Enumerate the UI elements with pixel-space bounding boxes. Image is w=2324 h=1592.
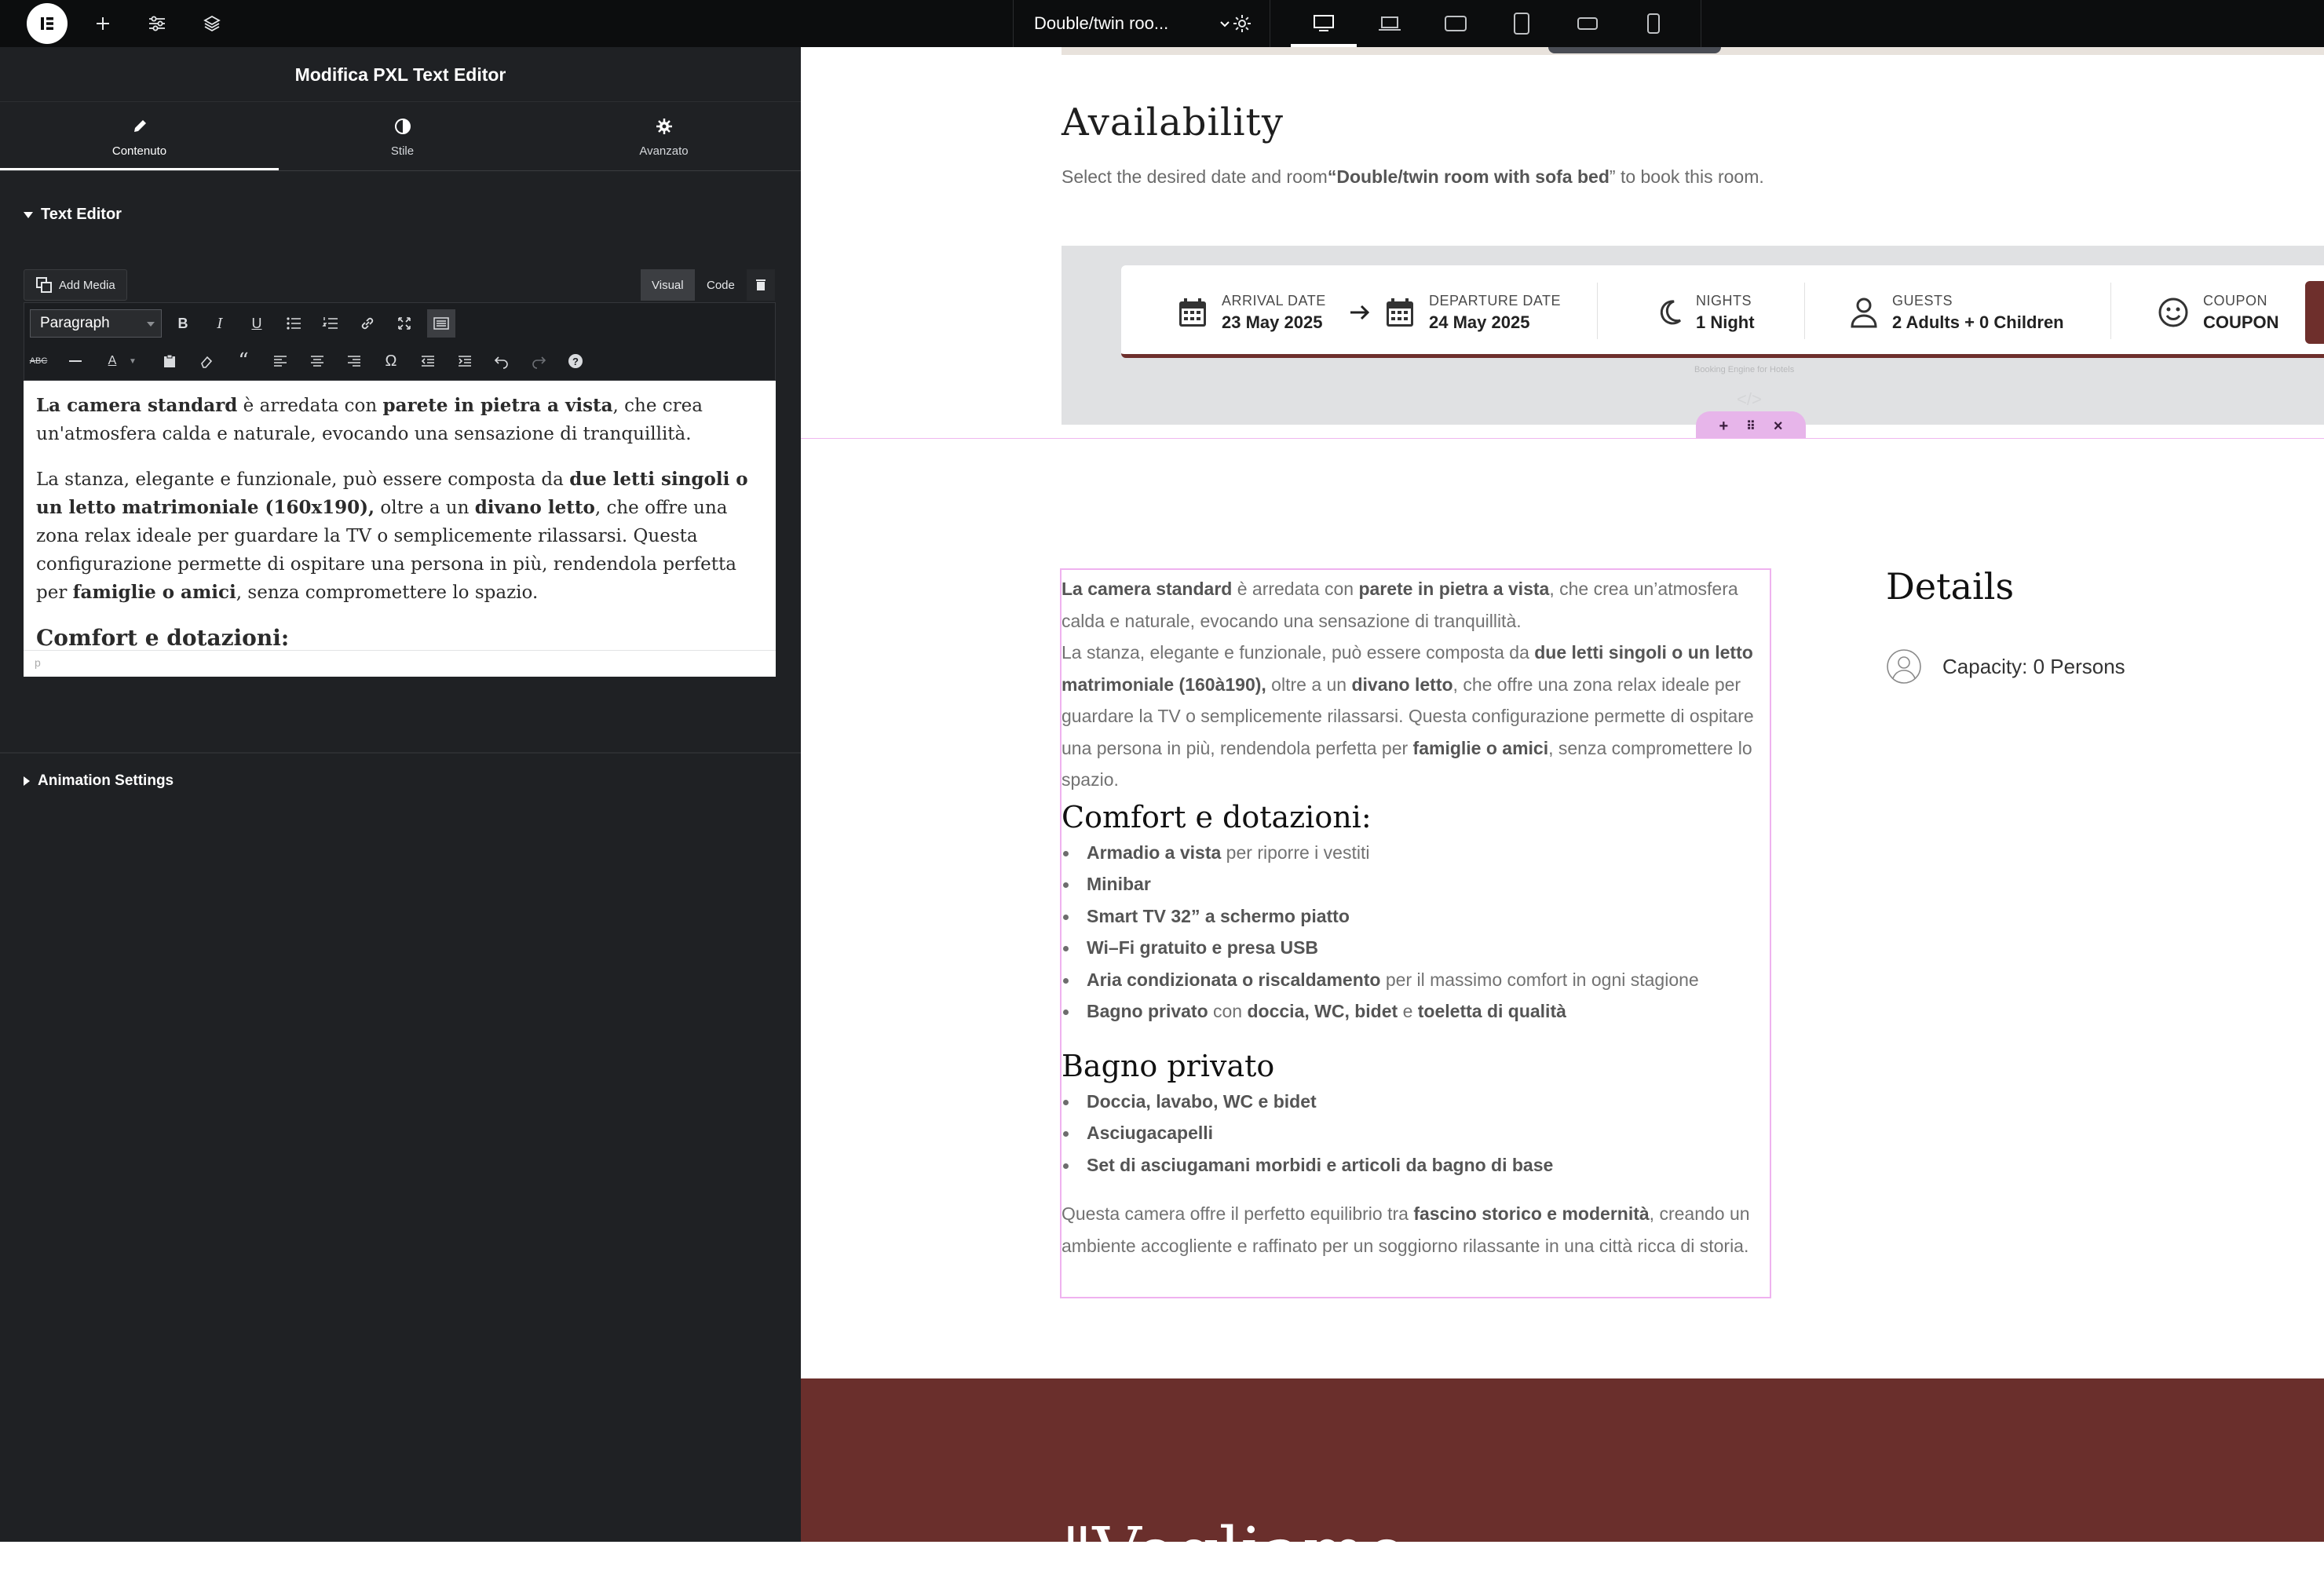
align-center-icon[interactable] <box>303 347 331 375</box>
add-media-button[interactable] <box>24 269 127 301</box>
description-paragraph: La camera standard è arredata con parete in pietra a vista, che crea un’atmosfera calda e naturale, evocando una sensazione di tranquillità. <box>1062 579 1738 631</box>
arrow-right-icon <box>1349 289 1371 336</box>
comfort-heading: Comfort e dotazioni: <box>1062 799 1372 834</box>
add-media-label: Add Media <box>59 278 115 292</box>
delete-section-icon[interactable]: × <box>1773 417 1783 435</box>
closing-paragraph: Questa camera offre il perfetto equilibrio tra fascino storico e modernità, creando un ambiente accogliente e raffinato per un soggiorno rilassante in una città ricca di storia. <box>1062 1203 1750 1256</box>
guests-field[interactable] <box>1850 289 2064 336</box>
undo-icon[interactable] <box>488 347 516 375</box>
description-paragraph: La stanza, elegante e funzionale, può essere composta da due letti singoli o un letto matrimoniale (160à190), oltre a un divano letto, che offre una zona relax ideale per guardare la TV o semplicemente rilassarsi. Questa configurazione permette di ospitare una persona in più, rendendola perfetta per famiglie o amici, senza compromettere lo spazio. <box>1062 642 1754 790</box>
bathroom-heading: Bagno privato <box>1062 1048 1275 1083</box>
sliders-icon[interactable] <box>141 8 173 39</box>
format-select[interactable] <box>30 309 162 338</box>
mobile-portrait-icon[interactable] <box>1621 0 1686 47</box>
list-item: Wi–Fi gratuito e presa USB <box>1062 932 1768 964</box>
list-item: Minibar <box>1062 868 1768 900</box>
list-item: Doccia, lavabo, WC e bidet <box>1062 1086 1768 1118</box>
text-editor-area[interactable] <box>24 381 776 677</box>
footer-quote: "Vogliamo … <box>1062 1513 1496 1592</box>
underline-icon[interactable]: U <box>251 315 262 331</box>
tab-style[interactable] <box>263 102 542 171</box>
numbered-list-icon[interactable] <box>316 309 345 338</box>
pencil-icon <box>130 116 150 137</box>
media-icon <box>35 276 53 294</box>
tab-content[interactable] <box>0 102 279 171</box>
tab-content-label: Contenuto <box>111 144 167 158</box>
guests-label: GUESTS <box>1892 292 1953 309</box>
section-text-editor-label: Text Editor <box>41 206 122 223</box>
strikethrough-icon[interactable]: ABC <box>29 356 48 366</box>
editor-panel <box>0 47 801 1542</box>
smiley-icon <box>2158 297 2189 328</box>
capacity-row <box>1886 648 2125 685</box>
plus-icon[interactable] <box>87 8 119 39</box>
fullscreen-icon[interactable] <box>390 309 418 338</box>
arrival-value: 23 May 2025 <box>1222 312 1323 332</box>
departure-value: 24 May 2025 <box>1429 312 1530 332</box>
horizontal-line-icon[interactable] <box>61 347 90 375</box>
booking-form <box>1121 265 2324 358</box>
outdent-icon[interactable] <box>414 347 442 375</box>
moon-icon <box>1658 299 1682 326</box>
code-tab[interactable]: Code <box>696 269 746 301</box>
editor-paragraph: La stanza, elegante e funzionale, può essere composta da due letti singoli o un letto matrimoniale (160x190), oltre a un divano letto, che offre una zona relax ideale per guardare la TV o semplicemente rilassarsi. Questa configurazione permette di ospitare una persona in più, rendendola perfetta per famiglie o amici, senza compromettere lo spazio. <box>36 469 748 603</box>
capacity-text: Capacity: 0 Persons <box>1942 654 2125 678</box>
italic-icon[interactable]: I <box>217 315 223 332</box>
user-icon <box>1850 297 1878 328</box>
departure-label: DEPARTURE DATE <box>1429 292 1562 309</box>
bullet-list-icon[interactable] <box>280 309 308 338</box>
half-circle-icon <box>393 116 413 137</box>
comfort-list <box>1062 837 1768 1028</box>
toolbar-toggle-icon[interactable] <box>427 309 455 338</box>
visual-tab[interactable]: Visual <box>641 269 695 301</box>
caret-right-icon <box>24 776 30 786</box>
mobile-landscape-icon[interactable] <box>1555 0 1621 47</box>
gear-icon <box>654 116 674 137</box>
user-circle-icon <box>1886 648 1922 685</box>
section-text-editor[interactable] <box>24 206 122 224</box>
list-item: Smart TV 32” a schermo piatto <box>1062 900 1768 933</box>
text-color-caret-icon[interactable]: ▼ <box>129 356 137 366</box>
tab-advanced[interactable] <box>524 102 803 171</box>
document-title-dropdown[interactable] <box>1013 0 1248 47</box>
panel-title: Modifica PXL Text Editor <box>0 47 801 102</box>
bathroom-list <box>1062 1086 1768 1181</box>
editor-paragraph: La camera standard è arredata con parete in pietra a vista, che crea un'atmosfera calda e naturale, evocando una sensazione di tranquillità. <box>36 395 703 444</box>
laptop-icon[interactable] <box>1357 0 1423 47</box>
nights-value: 1 Night <box>1696 312 1755 332</box>
details-title: Details <box>1886 565 2015 608</box>
top-bar <box>0 0 2324 47</box>
list-item: Asciugacapelli <box>1062 1117 1768 1149</box>
availability-description: Select the desired date and room“Double/twin room with sofa bed” to book this room. <box>1062 166 1764 187</box>
drag-handle-icon[interactable]: ⠿ <box>1746 420 1756 433</box>
editor-toolbar <box>24 302 776 381</box>
widget-caption: Booking Engine for Hotels <box>1694 365 1795 374</box>
coupon-value: COUPON <box>2203 312 2279 332</box>
list-item: Armadio a vista per riporre i vestiti <box>1062 837 1768 869</box>
align-right-icon[interactable] <box>340 347 368 375</box>
help-glyph: ? <box>568 354 583 368</box>
align-left-icon[interactable] <box>266 347 294 375</box>
desktop-icon[interactable] <box>1291 0 1357 47</box>
room-description <box>1062 573 1768 1262</box>
nights-field[interactable] <box>1658 289 1755 336</box>
nights-label: NIGHTS <box>1696 292 1752 309</box>
link-icon[interactable] <box>353 309 382 338</box>
indent-icon[interactable] <box>451 347 479 375</box>
quote-section <box>801 1378 2324 1542</box>
document-title: Double/twin roo... <box>1034 13 1169 33</box>
tablet-landscape-icon[interactable] <box>1423 0 1489 47</box>
room-image <box>1062 47 2324 55</box>
list-item: Set di asciugamani morbidi e articoli da bagno di base <box>1062 1149 1768 1181</box>
caret-icon <box>147 322 155 327</box>
caret-down-icon <box>24 212 33 218</box>
special-character-icon[interactable]: Ω <box>385 352 397 370</box>
departure-date-field[interactable] <box>1385 289 1561 336</box>
tab-style-label: Stile <box>390 144 415 158</box>
coupon-field[interactable] <box>2158 289 2279 336</box>
code-icon: </> <box>1737 389 1762 409</box>
elementor-logo-icon[interactable] <box>27 3 68 44</box>
bold-icon[interactable]: B <box>177 315 188 331</box>
text-color-icon[interactable]: A <box>108 354 117 367</box>
tab-advanced-label: Avanzato <box>639 144 689 158</box>
availability-title: Availability <box>1062 100 1284 144</box>
coupon-label: COUPON <box>2203 292 2268 309</box>
paste-text-icon[interactable] <box>155 347 184 375</box>
element-path: p <box>24 650 776 677</box>
calendar-icon <box>1178 297 1208 328</box>
redo-icon[interactable] <box>524 347 553 375</box>
clear-formatting-icon[interactable] <box>192 347 221 375</box>
trash-icon[interactable] <box>747 269 775 301</box>
format-select-value: Paragraph <box>40 315 110 331</box>
section-animation-settings[interactable] <box>24 772 174 790</box>
guests-value: 2 Adults + 0 Children <box>1892 312 2064 332</box>
arrival-label: ARRIVAL DATE <box>1222 292 1326 309</box>
layers-icon[interactable] <box>196 8 228 39</box>
help-icon[interactable] <box>561 347 590 375</box>
list-item: Aria condizionata o riscaldamento per il massimo comfort in ogni stagione <box>1062 964 1768 996</box>
add-section-icon[interactable]: + <box>1719 417 1729 435</box>
blockquote-icon[interactable]: “ <box>238 349 249 373</box>
section-animation-label: Animation Settings <box>38 772 174 789</box>
calendar-icon <box>1385 297 1415 328</box>
book-button[interactable] <box>2305 281 2324 344</box>
list-item: Bagno privato con doccia, WC, bidet e toeletta di qualità <box>1062 995 1768 1028</box>
gear-icon[interactable] <box>1226 8 1258 39</box>
section-handle[interactable] <box>1696 411 1806 438</box>
arrival-date-field[interactable] <box>1178 289 1326 336</box>
editor-heading: Comfort e dotazioni: <box>36 625 290 651</box>
page-preview <box>801 47 2324 1592</box>
tablet-portrait-icon[interactable] <box>1489 0 1555 47</box>
